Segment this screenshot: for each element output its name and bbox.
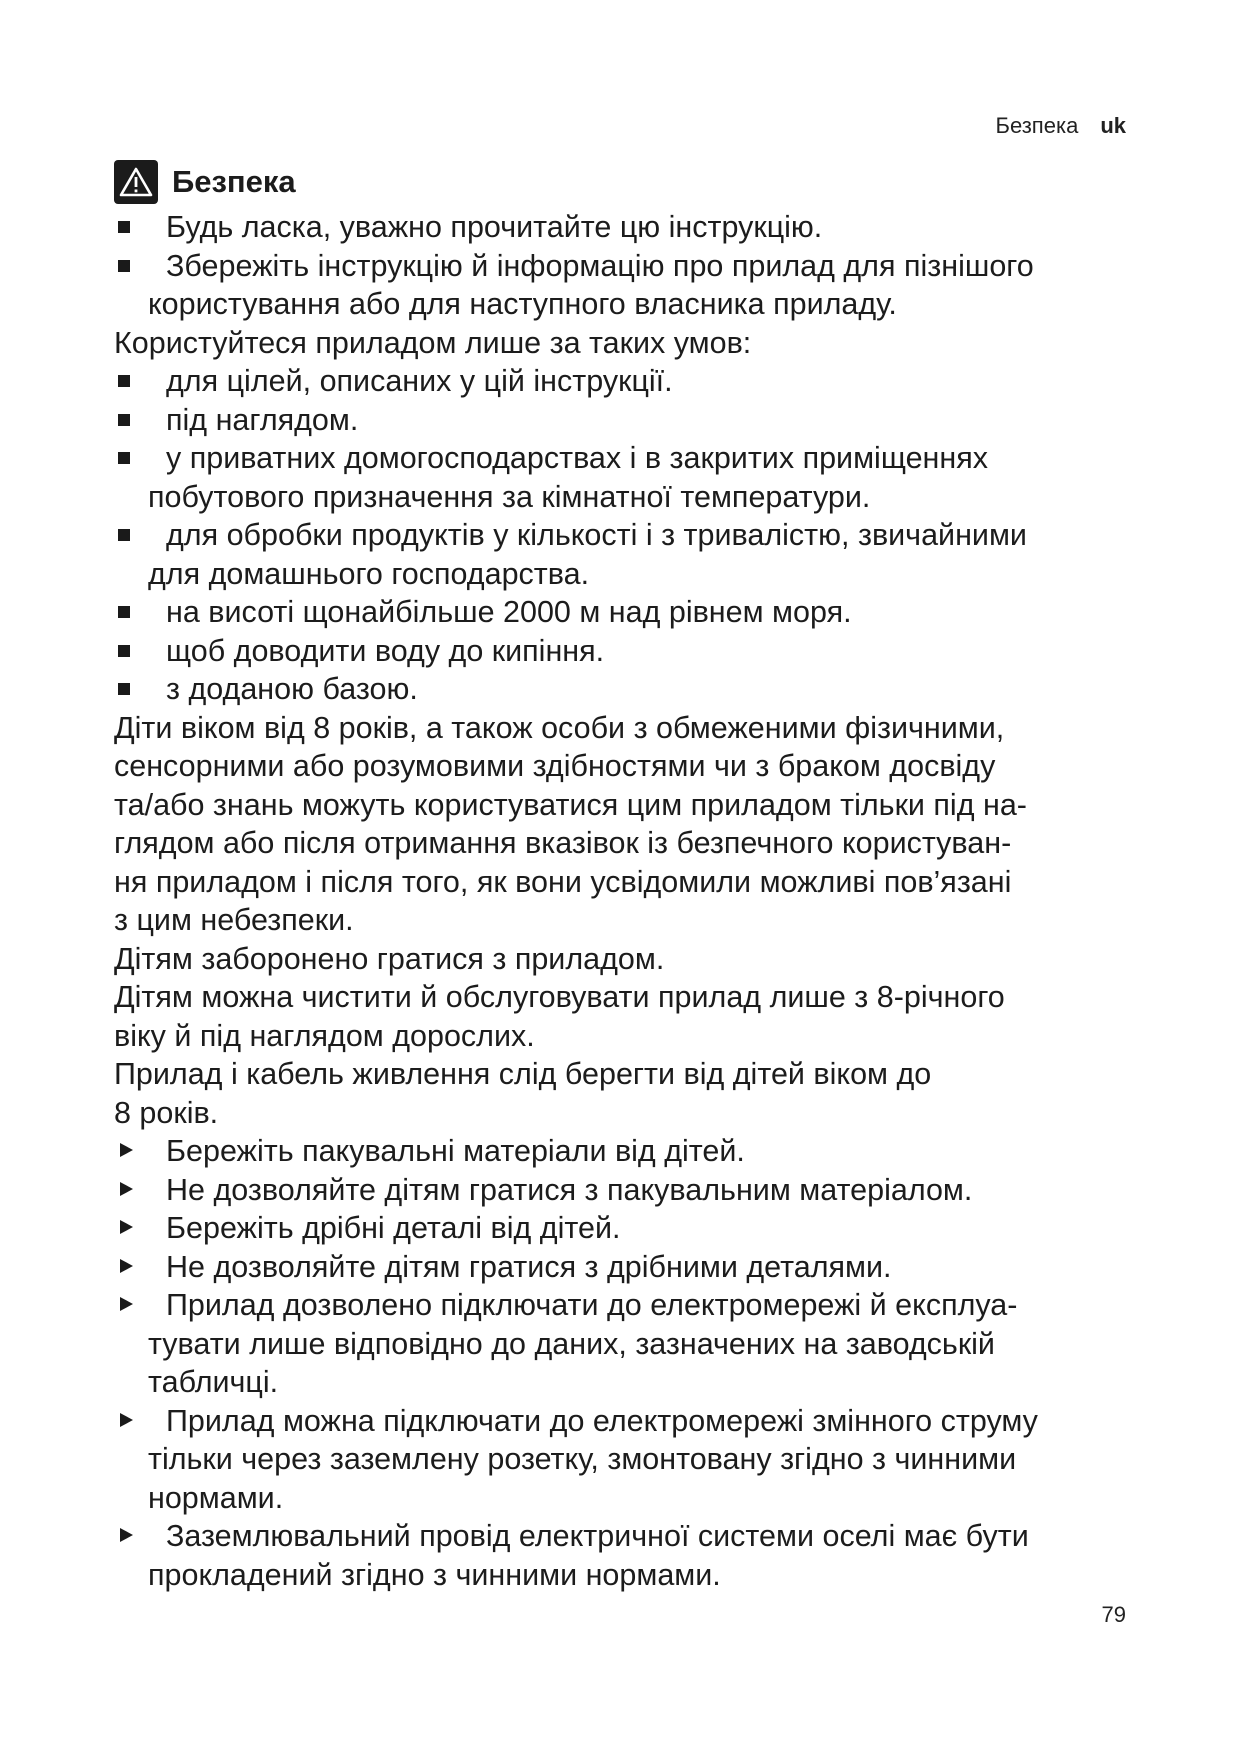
paragraph-line: Діти віком від 8 років, а також особи з обмеженими фізичними, bbox=[114, 710, 1005, 745]
list-item-line: Не дозволяйте дітям гратися з дрібними деталями. bbox=[166, 1249, 892, 1284]
paragraph-line: ня приладом і після того, як вони усвідомили можливі пов’язані bbox=[114, 864, 1012, 899]
actions-list bbox=[114, 1132, 1154, 1594]
list-item bbox=[114, 401, 1154, 440]
list-item bbox=[114, 593, 1154, 632]
list-item-line: щоб доводити воду до кипіння. bbox=[166, 633, 605, 668]
list-item bbox=[114, 1209, 1154, 1248]
list-item-line: нормами. bbox=[148, 1480, 284, 1515]
header-lang: uk bbox=[1100, 113, 1126, 138]
list-item-line: Не дозволяйте дітям гратися з пакувальним матеріалом. bbox=[166, 1172, 973, 1207]
list-item bbox=[114, 1517, 1154, 1594]
list-item-line: Прилад можна підключати до електромережі змінного струму bbox=[166, 1403, 1038, 1438]
no-play-paragraph: Дітям заборонено гратися з приладом. bbox=[114, 941, 665, 976]
warning-triangle-icon bbox=[114, 160, 158, 204]
paragraph-line: та/або знань можуть користуватися цим приладом тільки під на- bbox=[114, 787, 1027, 822]
list-item-line: Бережіть пакувальні матеріали від дітей. bbox=[166, 1134, 745, 1168]
list-item-line: табличці. bbox=[148, 1365, 279, 1399]
list-item-line: тільки через заземлену розетку, змонтовану згідно з чинними bbox=[148, 1442, 1017, 1476]
paragraph-line: віку й під наглядом дорослих. bbox=[114, 1018, 535, 1053]
cleaning-paragraph bbox=[114, 978, 1154, 1055]
list-item-line: для домашнього господарства. bbox=[148, 556, 590, 591]
list-item bbox=[114, 439, 1154, 516]
list-item-line: Будь ласка, уважно прочитайте цю інструкцію. bbox=[166, 210, 823, 244]
list-item-line: Заземлювальний провід електричної системи оселі має бути bbox=[166, 1519, 1029, 1553]
list-item-line: у приватних домогосподарствах і в закритих приміщеннях bbox=[166, 441, 988, 475]
list-item-line: користування або для наступного власника приладу. bbox=[148, 287, 897, 321]
list-item-line: під наглядом. bbox=[166, 402, 359, 437]
list-item bbox=[114, 1248, 1154, 1287]
list-item bbox=[114, 1286, 1154, 1402]
running-header bbox=[996, 113, 1126, 139]
list-item bbox=[114, 1171, 1154, 1210]
paragraph-line: з цим небезпеки. bbox=[114, 903, 354, 937]
page-number: 79 bbox=[1101, 1602, 1126, 1627]
paragraph-line: Прилад і кабель живлення слід берегти від дітей віком до bbox=[114, 1057, 932, 1091]
cable-paragraph bbox=[114, 1055, 1154, 1132]
paragraph-line: глядом або після отримання вказівок із безпечного користуван- bbox=[114, 826, 1012, 860]
list-item-line: для обробки продуктів у кількості і з тривалістю, звичайними bbox=[166, 518, 1027, 552]
list-item bbox=[114, 362, 1154, 401]
list-item bbox=[114, 670, 1154, 709]
list-item-line: на висоті щонайбільше 2000 м над рівнем моря. bbox=[166, 595, 852, 629]
children-paragraph bbox=[114, 709, 1154, 940]
list-item-line: тувати лише відповідно до даних, зазначених на заводській bbox=[148, 1326, 995, 1361]
list-item-line: з доданою базою. bbox=[166, 672, 418, 706]
list-item bbox=[114, 208, 1154, 247]
section-heading bbox=[114, 160, 1154, 204]
intro-list bbox=[114, 208, 1154, 324]
list-item bbox=[114, 247, 1154, 324]
paragraph-line: Дітям можна чистити й обслуговувати прилад лише з 8-річного bbox=[114, 980, 1005, 1014]
list-item bbox=[114, 1132, 1154, 1171]
paragraph-line: 8 років. bbox=[114, 1095, 219, 1130]
list-item bbox=[114, 632, 1154, 671]
page-content bbox=[114, 160, 1154, 1594]
list-item bbox=[114, 1402, 1154, 1518]
list-item-line: для цілей, описаних у цій інструкції. bbox=[166, 364, 673, 398]
list-item-line: Збережіть інструкцію й інформацію про прилад для пізнішого bbox=[166, 248, 1034, 283]
list-item-line: Прилад дозволено підключати до електромережі й експлуа- bbox=[166, 1288, 1018, 1322]
list-item-line: Бережіть дрібні деталі від дітей. bbox=[166, 1211, 621, 1245]
paragraph-line: сенсорними або розумовими здібностями чи з браком досвіду bbox=[114, 749, 996, 783]
list-item-line: прокладений згідно з чинними нормами. bbox=[148, 1557, 721, 1592]
conditions-list bbox=[114, 362, 1154, 709]
conditions-lead: Користуйтеся приладом лише за таких умов: bbox=[114, 325, 752, 360]
list-item-line: побутового призначення за кімнатної температури. bbox=[148, 479, 871, 514]
list-item bbox=[114, 516, 1154, 593]
page-title: Безпека bbox=[172, 163, 296, 199]
header-section: Безпека bbox=[995, 113, 1079, 138]
